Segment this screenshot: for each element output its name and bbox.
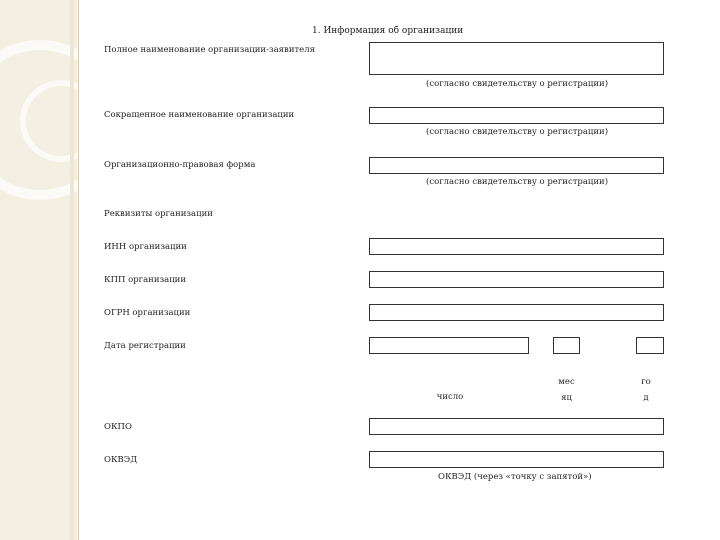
decorative-sidebar xyxy=(0,0,78,540)
reg-date-day-input[interactable] xyxy=(369,337,529,354)
okpo-input[interactable] xyxy=(369,418,664,435)
reg-date-year-caption-2: д xyxy=(643,393,649,403)
inn-input[interactable] xyxy=(369,238,664,255)
okved-input[interactable] xyxy=(369,451,664,468)
legal-form-input[interactable] xyxy=(369,157,664,174)
short-name-hint: (согласно свидетельству о регистрации) xyxy=(426,127,609,137)
reg-date-label: Дата регистрации xyxy=(104,341,186,351)
reg-date-month-caption-2: яц xyxy=(561,393,572,403)
short-name-label: Сокращенное наименование организации xyxy=(104,110,295,120)
inn-label: ИНН организации xyxy=(104,242,187,252)
sidebar-divider xyxy=(78,0,79,540)
reg-date-year-input[interactable] xyxy=(636,337,664,354)
sidebar-edge xyxy=(70,0,74,540)
reg-date-month-caption-1: мес xyxy=(558,377,575,387)
reg-date-day-caption: число xyxy=(436,392,464,402)
ogrn-label: ОГРН организации xyxy=(104,308,191,318)
section-title: 1. Информация об организации xyxy=(312,26,464,36)
full-name-label: Полное наименование организации-заявителя xyxy=(104,45,315,55)
reg-date-year-caption-1: го xyxy=(641,377,651,387)
short-name-input[interactable] xyxy=(369,107,664,124)
kpp-input[interactable] xyxy=(369,271,664,288)
full-name-input[interactable] xyxy=(369,42,664,75)
requisites-label: Реквизиты организации xyxy=(104,209,213,219)
decorative-ring-small xyxy=(20,80,102,162)
ogrn-input[interactable] xyxy=(369,304,664,321)
full-name-hint: (согласно свидетельству о регистрации) xyxy=(426,79,609,89)
okved-hint: ОКВЭД (через «точку с запятой») xyxy=(438,472,592,482)
legal-form-label: Организационно-правовая форма xyxy=(104,160,256,170)
okved-label: ОКВЭД xyxy=(104,455,138,465)
legal-form-hint: (согласно свидетельству о регистрации) xyxy=(426,177,609,187)
okpo-label: ОКПО xyxy=(104,422,132,432)
kpp-label: КПП организации xyxy=(104,275,187,285)
reg-date-month-input[interactable] xyxy=(553,337,580,354)
